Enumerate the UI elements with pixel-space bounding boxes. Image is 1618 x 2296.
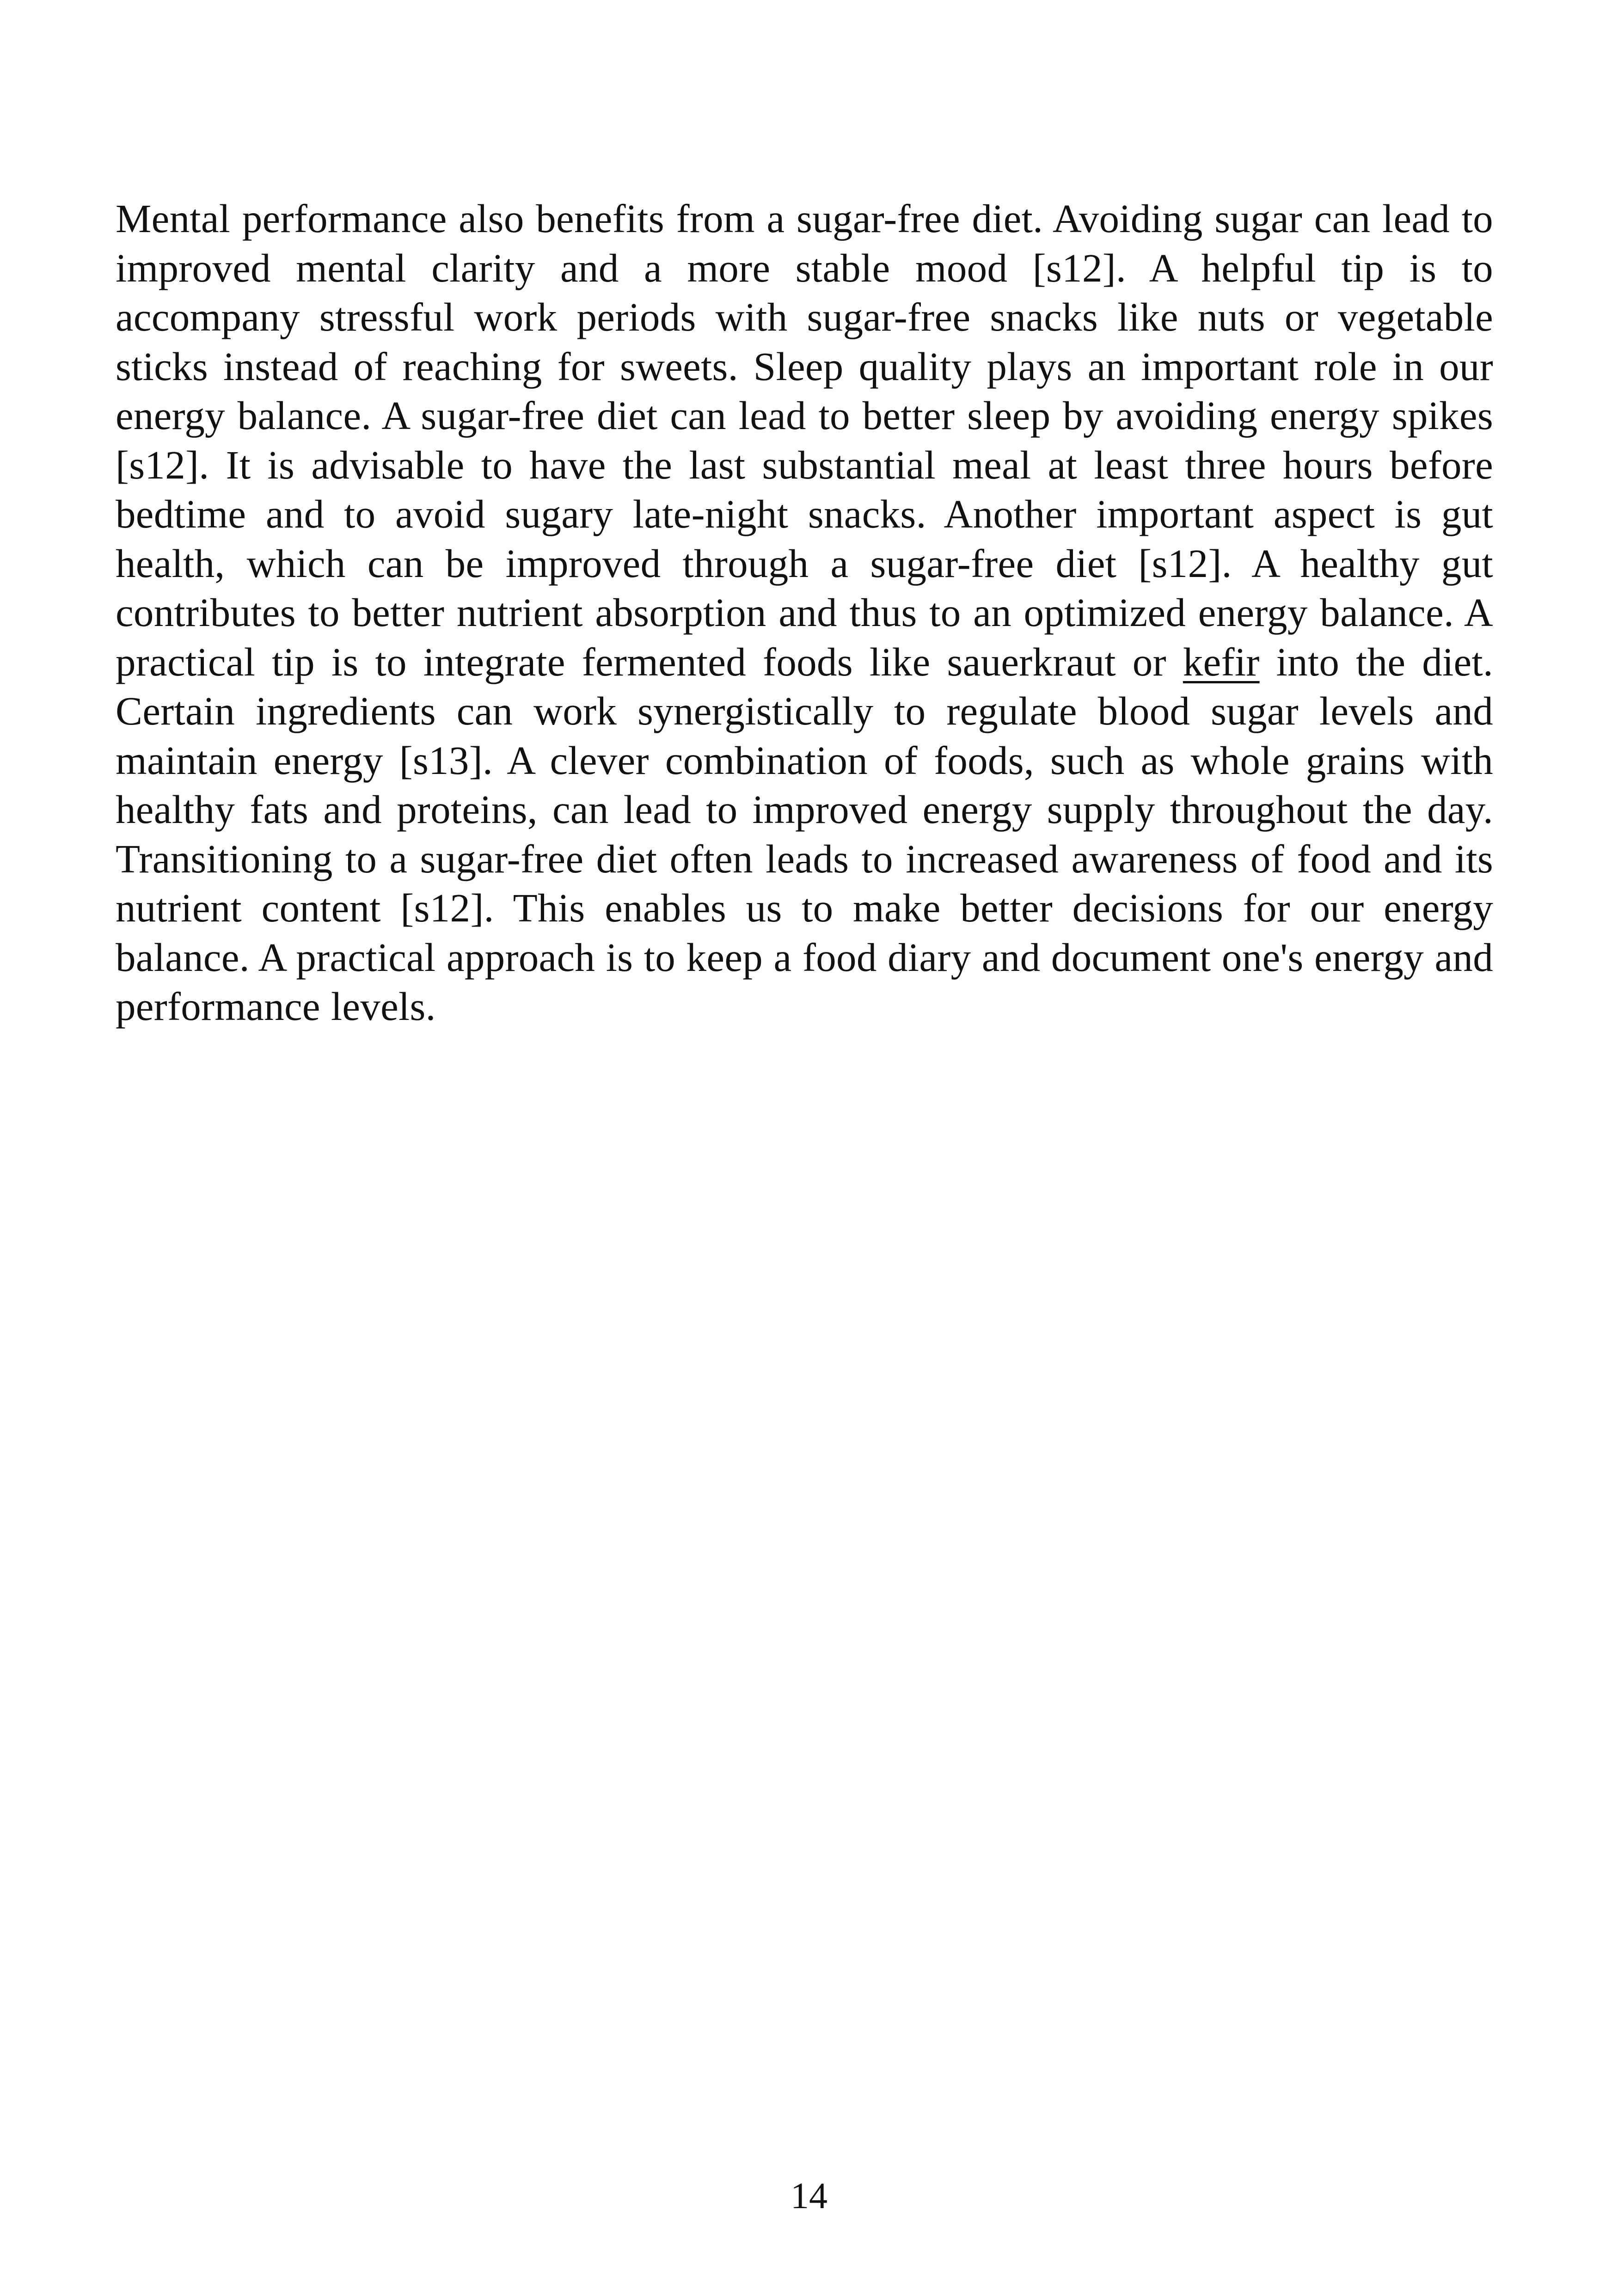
paragraph-text-start: Mental performance also benefits from a sugar-free diet. Avoiding sugar can lead to improved mental clarity and a more stable mood [s12]. A helpful tip is to accompany stressful work periods with sugar-free snacks like nuts or vegetable sticks instead of reaching for sweets. Sleep quality plays an important role in our energy balance. A sugar-free diet can lead to better sleep by avoiding energy spikes [s12]. It is advisable to have the last substantial meal at least three hours before bedtime and to avoid sugary late-night snacks. Another important aspect is gut health, which can be improved through a sugar-free diet [s12]. A healthy gut contributes to better nutrient absorption and thus to an optimized energy balance. A practical tip is to integrate fermented foods like sauerkraut or <box>116 196 1493 684</box>
page-number: 14 <box>791 2176 827 2216</box>
body-paragraph <box>116 194 1493 1031</box>
paragraph-text-end: into the diet. Certain ingredients can work synergistically to regulate blood sugar levels and maintain energy [s13]. A clever combination of foods, such as whole grains with healthy fats and proteins, can lead to improved energy supply throughout the day. Transitioning to a sugar-free diet often leads to increased awareness of food and its nutrient content [s12]. This enables us to make better decisions for our energy balance. A practical approach is to keep a food diary and document one's energy and performance levels. <box>116 639 1493 1029</box>
kefir-link[interactable]: kefir <box>1183 639 1260 684</box>
